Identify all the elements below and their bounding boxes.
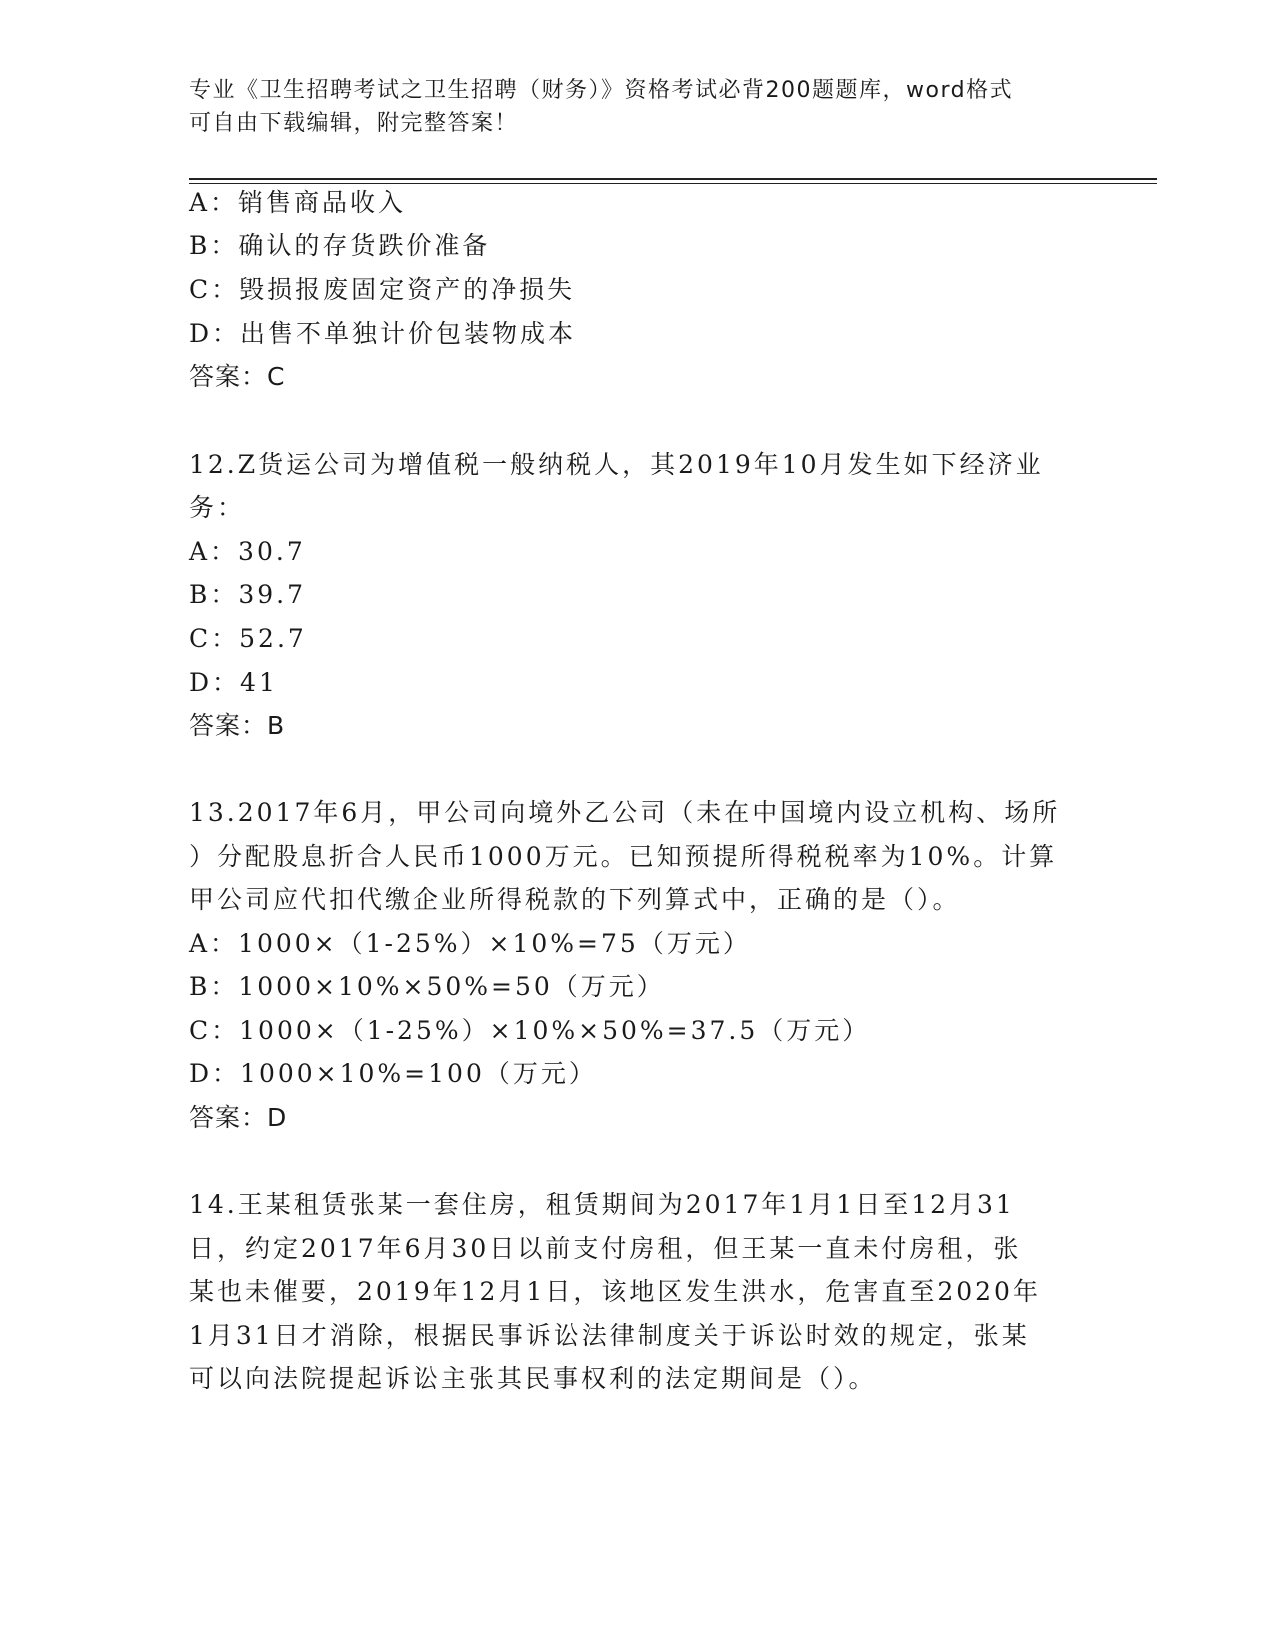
q12-option-c: C：52.7 [189,624,307,653]
q13-option-a: A：1000×（1-25%）×10%=75（万元） [189,929,751,958]
q12-stem-line-2: 务： [189,493,246,522]
header-title-line-1: 专业《卫生招聘考试之卫生招聘（财务）》资格考试必背200题题库，word格式 [189,78,1014,103]
header-divider-thick [189,178,1157,180]
q13-option-d: D：1000×10%=100（万元） [189,1059,597,1088]
q13-answer: 答案：D [189,1103,288,1132]
q14-stem-line-5: 可以向法院提起诉讼主张其民事权利的法定期间是（）。 [189,1364,877,1393]
q11-answer: 答案：C [189,362,286,391]
q13-stem-line-2: ）分配股息折合人民币1000万元。已知预提所得税税率为10%。计算 [189,842,1058,871]
q11-option-c: C：毁损报废固定资产的净损失 [189,275,576,304]
q12-option-a: A：30.7 [189,537,306,566]
q11-option-d: D：出售不单独计价包装物成本 [189,319,577,348]
q13-stem-line-1: 13.2017年6月，甲公司向境外乙公司（未在中国境内设立机构、场所 [189,798,1061,827]
q12-option-d: D：41 [189,668,278,697]
q14-stem-line-2: 日，约定2017年6月30日以前支付房租，但王某一直未付房租，张 [189,1234,1022,1263]
q11-option-b: B：确认的存货跌价准备 [189,231,491,260]
q13-option-c: C：1000×（1-25%）×10%×50%=37.5（万元） [189,1016,871,1045]
q14-stem-line-4: 1月31日才消除，根据民事诉讼法律制度关于诉讼时效的规定，张某 [189,1321,1030,1350]
header-title-line-2: 可自由下载编辑，附完整答案！ [189,111,519,136]
q11-option-a: A：销售商品收入 [189,188,407,217]
document-header [189,74,1069,140]
q13-option-b: B：1000×10%×50%=50（万元） [189,972,665,1001]
q12-answer: 答案：B [189,711,286,740]
q13-stem-line-3: 甲公司应代扣代缴企业所得税款的下列算式中，正确的是（）。 [189,885,961,914]
q14-stem-line-1: 14.王某租赁张某一套住房，租赁期间为2017年1月1日至12月31 [189,1190,1015,1219]
q12-stem-line-1: 12.Z货运公司为增值税一般纳税人，其2019年10月发生如下经济业 [189,450,1044,479]
q14-stem-line-3: 某也未催要，2019年12月1日，该地区发生洪水，危害直至2020年 [189,1277,1041,1306]
q12-option-b: B：39.7 [189,580,307,609]
header-divider-thin [189,183,1157,184]
